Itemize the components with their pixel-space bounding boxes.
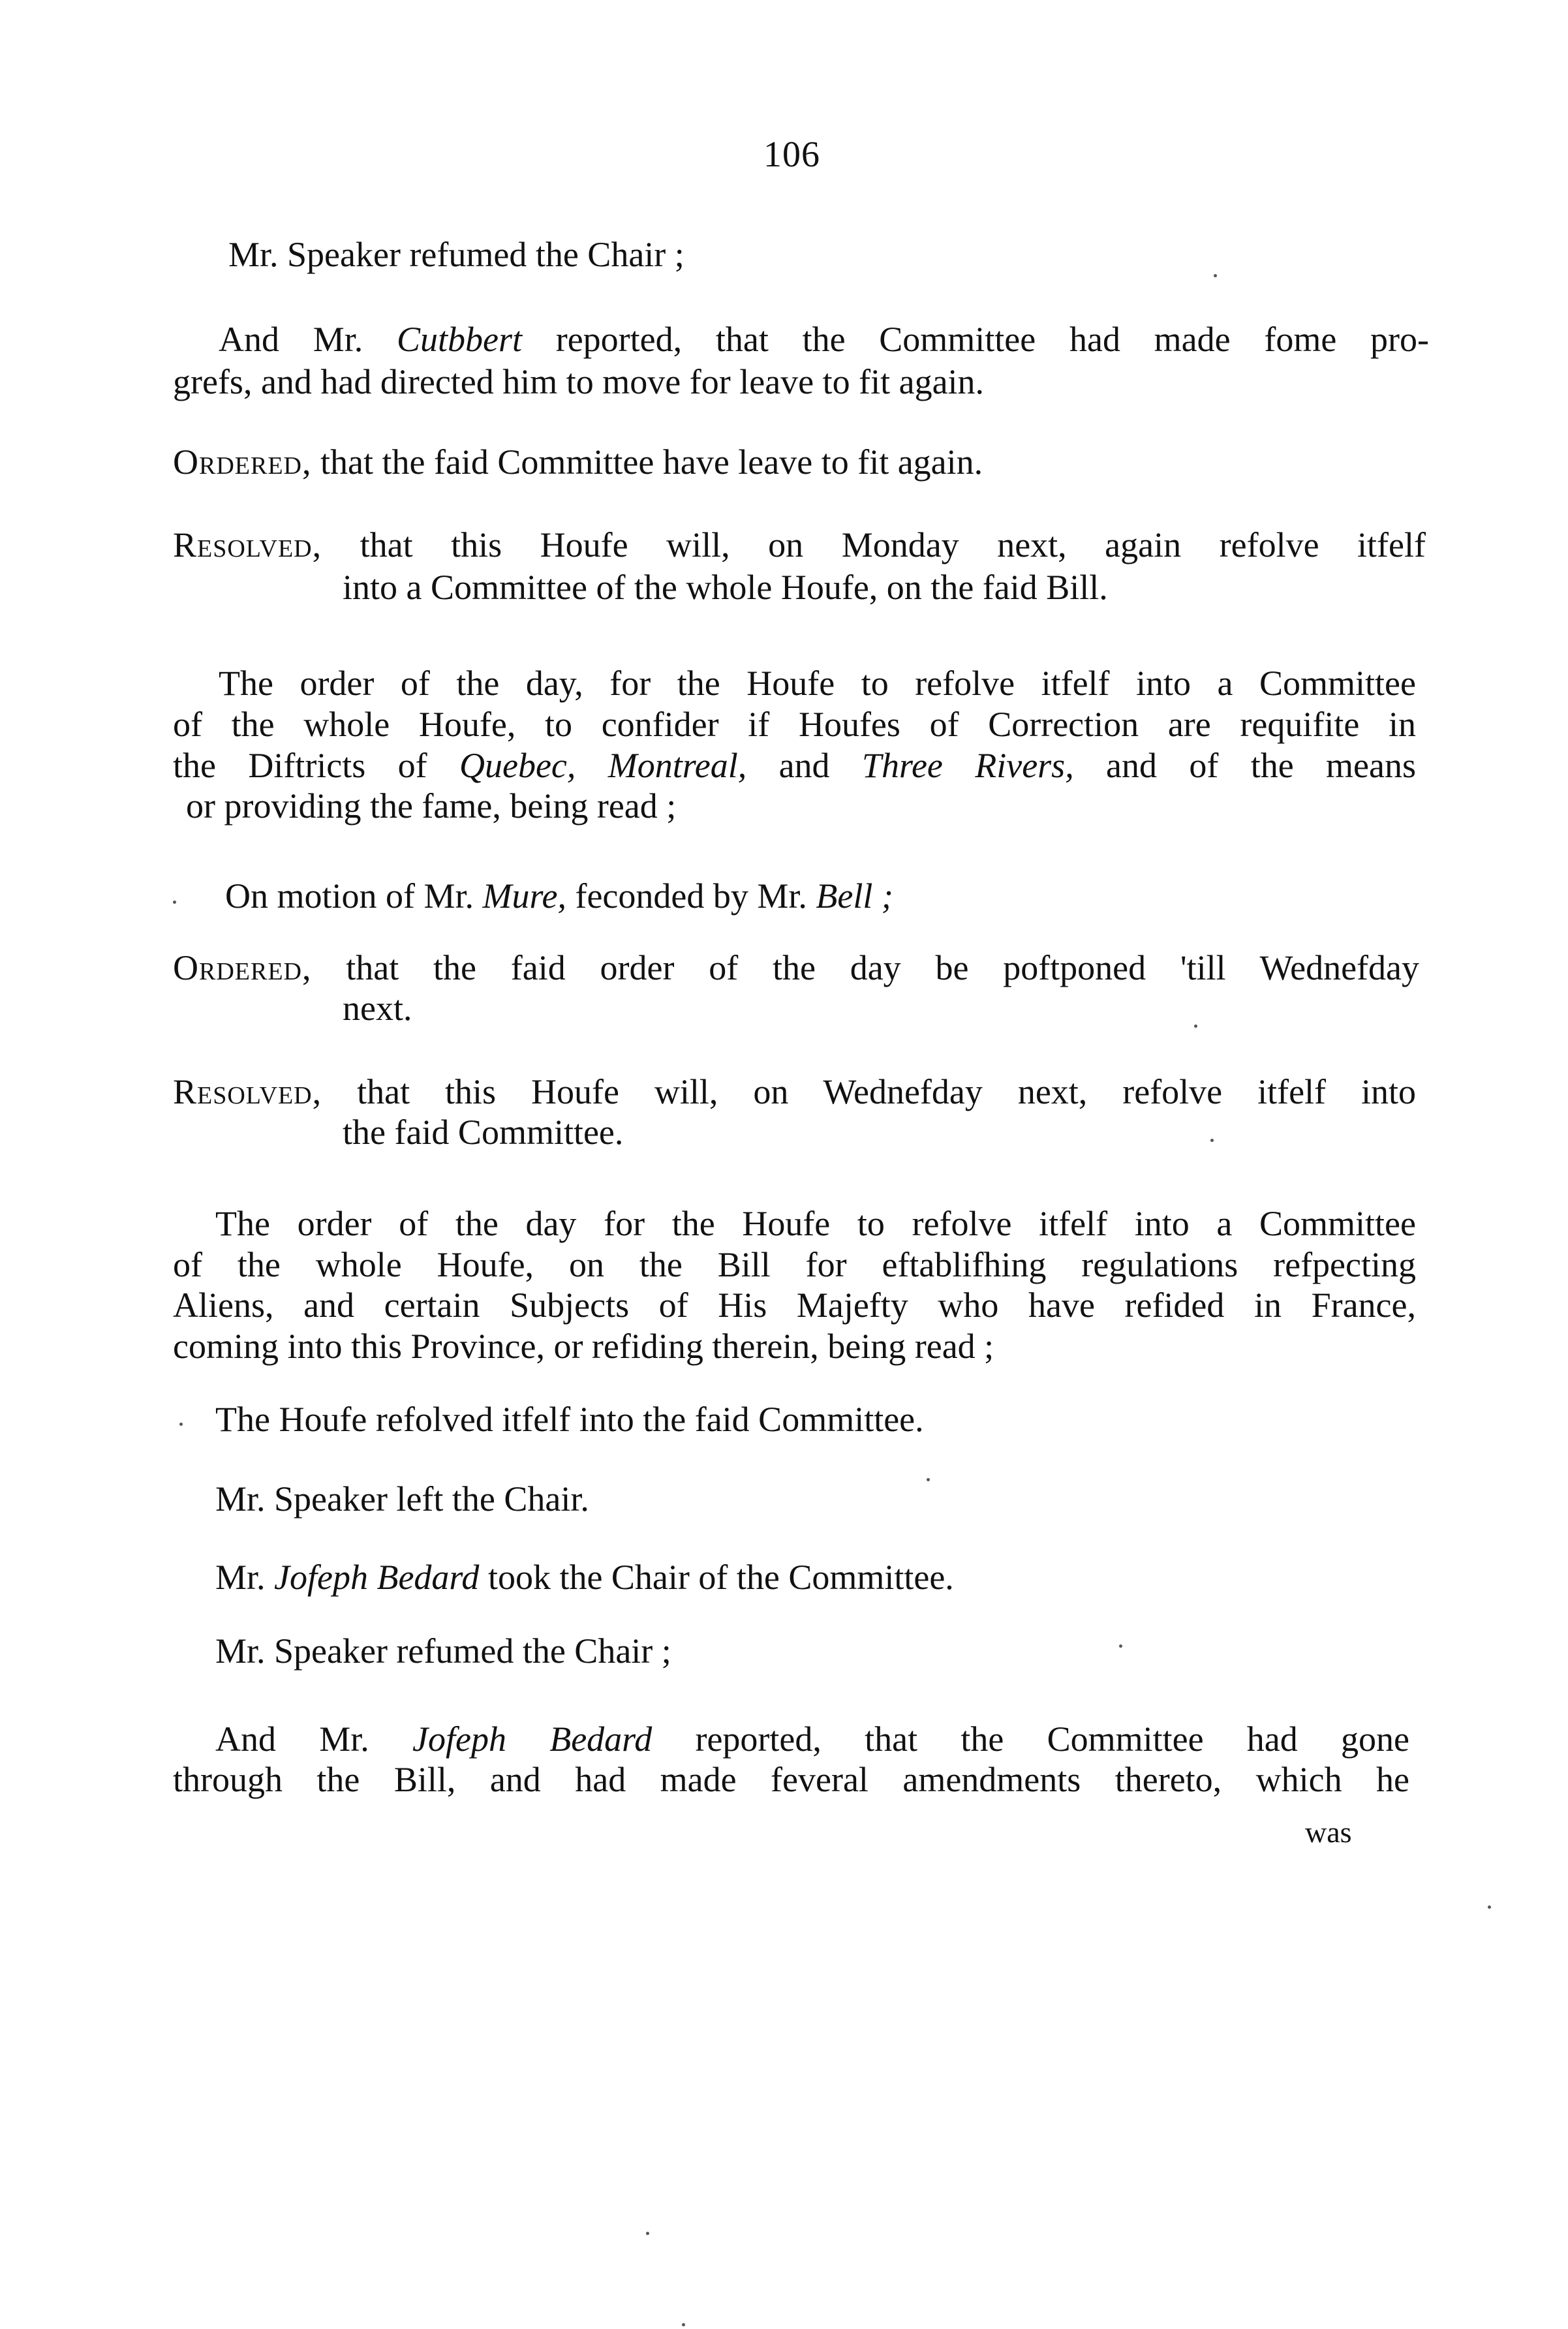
text-line: Mr. Jofeph Bedard took the Chair of the Committee.	[215, 1558, 954, 1597]
text-line: Mr. Speaker left the Chair.	[215, 1479, 589, 1519]
scan-speck	[1488, 1905, 1491, 1909]
text-line: Resolved, that this Houfe will, on Wednefday next, refolve itfelf into	[173, 1072, 1416, 1111]
text-line: grefs, and had directed him to move for leave to fit again.	[173, 362, 985, 401]
scan-speck	[1214, 274, 1217, 277]
scan-speck	[682, 2323, 685, 2326]
text-line: The order of the day for the Houfe to refolve itfelf into a Committee	[215, 1204, 1416, 1243]
text-line: The Houfe refolved itfelf into the faid Committee.	[215, 1400, 924, 1439]
scan-speck	[1210, 1139, 1214, 1142]
text-line: coming into this Province, or refiding therein, being read ;	[173, 1327, 994, 1366]
text-line: Mr. Speaker refumed the Chair ;	[215, 1631, 671, 1671]
text-line: the faid Committee.	[343, 1113, 624, 1152]
text-line: the Diftricts of Quebec, Montreal, and Three Rivers, and of the means	[173, 746, 1417, 785]
page-number: 106	[763, 134, 820, 175]
text-line: And Mr. Cutbbert reported, that the Committee had made fome pro-	[219, 320, 1430, 359]
text-line: And Mr. Jofeph Bedard reported, that the Committee had gone	[215, 1720, 1409, 1759]
scan-speck	[179, 1423, 183, 1426]
text-line: Aliens, and certain Subjects of His Majefty who have refided in France,	[173, 1286, 1416, 1325]
text-line: Ordered, that the faid Committee have leave to fit again.	[173, 442, 983, 482]
catchword: was	[1305, 1815, 1352, 1849]
text-line: of the whole Houfe, to confider if Houfes of Correction are requifite in	[173, 705, 1416, 744]
text-line: Resolved, that this Houfe will, on Monday next, again refolve itfelf	[173, 525, 1426, 564]
scan-speck	[173, 901, 176, 904]
text-line: of the whole Houfe, on the Bill for eftablifhing regulations refpecting	[173, 1245, 1416, 1284]
text-line: next.	[343, 989, 412, 1028]
scan-speck	[1119, 1644, 1122, 1648]
text-line: through the Bill, and had made feveral amendments thereto, which he	[173, 1760, 1409, 1799]
text-line: The order of the day, for the Houfe to refolve itfelf into a Committee	[219, 664, 1416, 703]
text-line: Ordered, that the faid order of the day be poftponed 'till Wednefday	[173, 948, 1419, 987]
scan-speck	[1194, 1025, 1197, 1028]
scan-speck	[646, 2232, 649, 2235]
scan-speck	[927, 1478, 930, 1481]
text-line: On motion of Mr. Mure, feconded by Mr. Bell ;	[225, 876, 893, 916]
text-line: into a Committee of the whole Houfe, on the faid Bill.	[343, 568, 1108, 607]
text-line: Mr. Speaker refumed the Chair ;	[228, 235, 684, 274]
text-line: or providing the fame, being read ;	[186, 786, 677, 825]
